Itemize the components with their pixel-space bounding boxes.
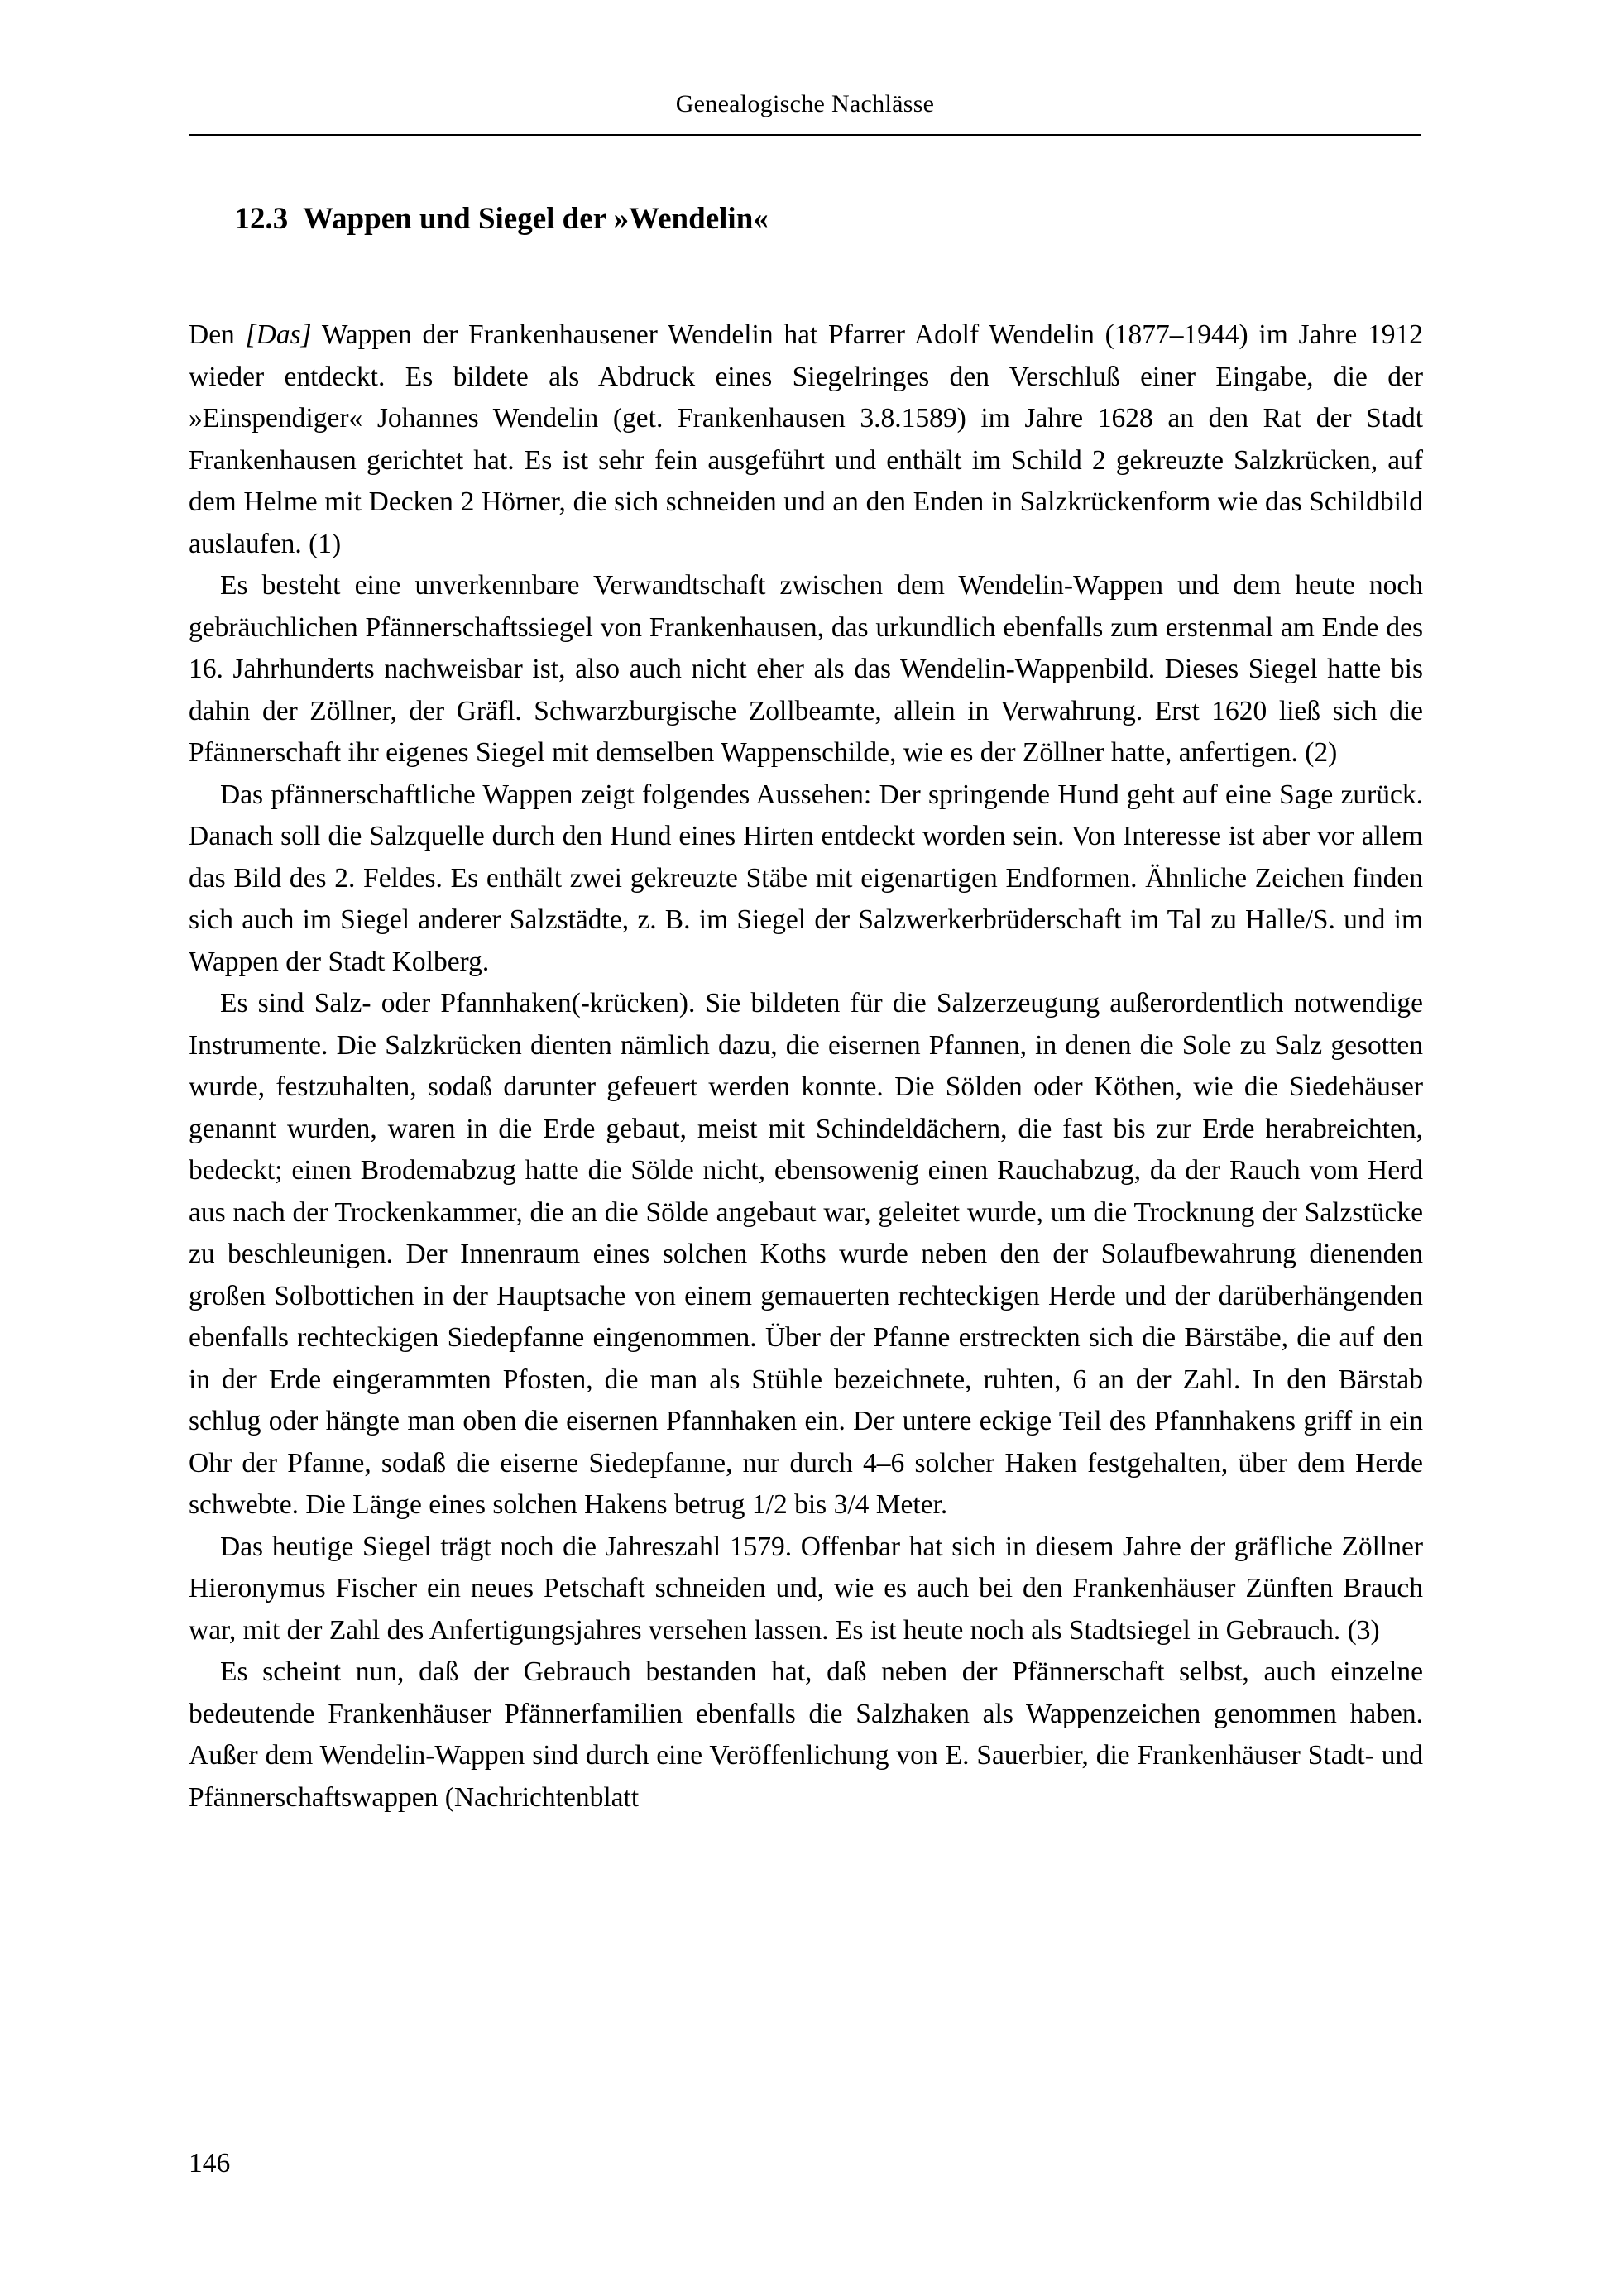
paragraph-2: Es besteht eine unverkennbare Verwandtschaft zwischen dem Wendelin-Wappen und dem heute noch gebräuchlichen Pfännerschaftssiegel von Frankenhausen, das urkundlich ebenfalls zum erstenmal am Ende des 16. Jahrhunderts nachweisbar ist, also auch nicht eher als das Wendelin-Wappenbild. Dieses Siegel hatte bis dahin der Zöllner, der Gräfl. Schwarzburgische Zollbeamte, allein in Verwahrung. Erst 1620 ließ sich die Pfännerschaft ihr eigenes Siegel mit demselben Wappenschilde, wie es der Zöllner hatte, anfertigen. (2) <box>189 570 1423 768</box>
running-header-text: Genealogische Nachlässe <box>675 90 935 117</box>
paragraph-4: Es sind Salz- oder Pfannhaken(-krücken). Sie bildeten für die Salzerzeugung außerordentlich notwendige Instrumente. Die Salzkrücken dienten nämlich dazu, die eisernen Pfannen, in denen die Sole zu Salz gesotten wurde, festzuhalten, sodaß darunter gefeuert werden konnte. Die Sölden oder Köthen, wie die Siedehäuser genannt wurden, waren in die Erde gebaut, meist mit Schindeldächern, die fast bis zur Erde herabreichten, bedeckt; einen Brodemabzug hatte die Sölde nicht, ebensowenig einen Rauchabzug, da der Rauch vom Herd aus nach der Trockenkammer, die an die Sölde angebaut war, geleitet wurde, um die Trocknung der Salzstücke zu beschleunigen. Der Innenraum eines solchen Koths wurde neben den der Solaufbewahrung dienenden großen Solbottichen in der Hauptsache von einem gemauerten rechteckigen Herde und der darüberhängenden ebenfalls rechteckigen Siedepfanne eingenommen. Über der Pfanne erstreckten sich die Bärstäbe, die auf den in der Erde eingerammten Pfosten, die man als Stühle bezeichnete, ruhten, 6 an der Zahl. In den Bärstab schlug oder hängte man oben die eisernen Pfannhaken ein. Der untere eckige Teil des Pfannhakens griff in ein Ohr der Pfanne, sodaß die eiserne Siedepfanne, nur durch 4–6 solcher Haken festgehalten, über dem Herde schwebte. Die Länge eines solchen Hakens betrug 1/2 bis 3/4 Meter. <box>189 988 1423 1520</box>
page-content <box>189 162 1423 1819</box>
page-number: 146 <box>189 2148 231 2179</box>
section-title: Wappen und Siegel der »Wendelin« <box>303 202 769 236</box>
header-rule <box>189 134 1421 136</box>
running-header <box>189 89 1421 119</box>
paragraph-3: Das pfännerschaftliche Wappen zeigt folgendes Aussehen: Der springende Hund geht auf eine Sage zurück. Danach soll die Salzquelle durch den Hund eines Hirten entdeckt worden sein. Von Interesse ist aber vor allem das Bild des 2. Feldes. Es enthält zwei gekreuzte Stäbe mit eigenartigen Endformen. Ähnliche Zeichen finden sich auch im Siegel anderer Salzstädte, z. B. im Siegel der Salzwerkerbrüderschaft im Tal zu Halle/S. und im Wappen der Stadt Kolberg. <box>189 779 1423 977</box>
paragraph-1-emphasis: [Das] <box>245 319 312 350</box>
section-heading <box>189 162 1423 276</box>
paragraph-1-rest: Wappen der Frankenhausener Wendelin hat Pfarrer Adolf Wendelin (1877–1944) im Jahre 1912 wieder entdeckt. Es bildete als Abdruck eines Siegelringes den Verschluß einer Eingabe, die der »Einspendiger« Johannes Wendelin (get. Frankenhausen 3.8.1589) im Jahre 1628 an den Rat der Stadt Frankenhausen gerichtet hat. Es ist sehr fein ausgeführt und enthält im Schild 2 gekreuzte Salzkrücken, auf dem Helme mit Decken 2 Hörner, die sich schneiden und an den Enden in Salzkrückenform wie das Schildbild auslaufen. (1) <box>189 319 1424 559</box>
section-number: 12.3 <box>234 202 289 236</box>
paragraph-6: Es scheint nun, daß der Gebrauch bestanden hat, daß neben der Pfännerschaft selbst, auch einzelne bedeutende Frankenhäuser Pfännerfamilien ebenfalls die Salzhaken als Wappenzeichen genommen haben. Außer dem Wendelin-Wappen sind durch eine Veröffenlichung von E. Sauerbier, die Frankenhäuser Stadt- und Pfännerschaftswappen (Nachrichtenblatt <box>189 1656 1423 1813</box>
paragraph-1-lead: Den <box>189 319 246 350</box>
paragraph-1 <box>189 314 1423 565</box>
paragraph-5: Das heutige Siegel trägt noch die Jahreszahl 1579. Offenbar hat sich in diesem Jahre der gräfliche Zöllner Hieronymus Fischer ein neues Petschaft schneiden und, wie es auch bei den Frankenhäuser Zünften Brauch war, mit der Zahl des Anfertigungsjahres versehen lassen. Es ist heute noch als Stadtsiegel in Gebrauch. (3) <box>189 1531 1423 1646</box>
